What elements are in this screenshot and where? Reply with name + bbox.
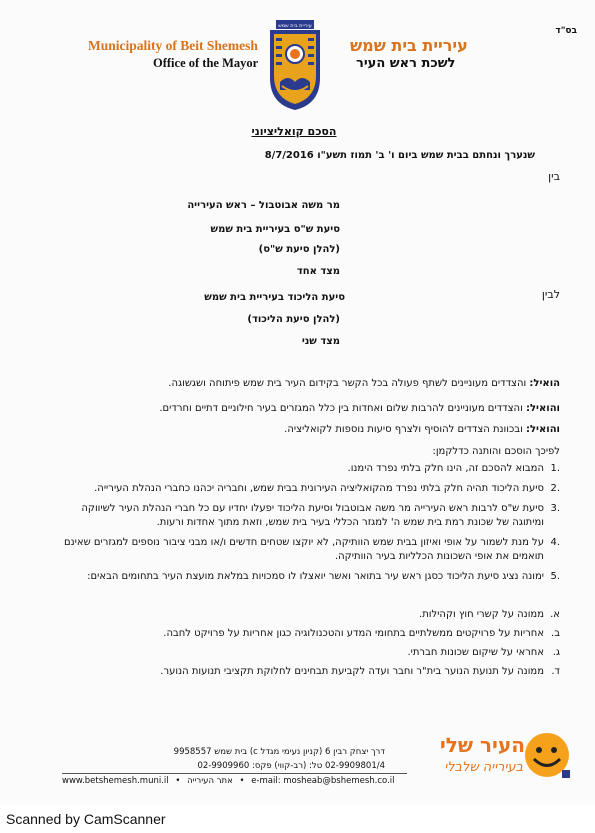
clause-text: המבוא להסכם זה, הינו חלק בלתי נפרד הימנו. bbox=[347, 463, 544, 474]
whereas-clause-3 bbox=[284, 424, 560, 435]
deputy-mayor-duties bbox=[60, 608, 560, 684]
duty-letter: ג. bbox=[552, 647, 560, 658]
signing-date-line: שנערך ונחתם בבית שמש ביום ו' ב' תמוז תשע"ו 8/7/2016 bbox=[264, 150, 535, 161]
duty-text: אחריות על פרויקטים ממשלתיים בתחומי המדע והטכנולוגיה כגון אחריות על פרויקט לחבה. bbox=[163, 628, 544, 639]
clause-number: .1 bbox=[550, 463, 560, 474]
whereas-text: ובכוונת הצדדים להוסיף ולצרף סיעות נוספות לקואליציה. bbox=[284, 424, 523, 435]
footer-phones: 02-9909801/4 טל: (רב-קווי) פקס: 02-9909960 bbox=[197, 761, 385, 771]
whereas-text: והצדדים מעוניינים להרבות שלום ואחדות בין כלל המגזרים בעיר חילוניים דתיים וחרדים. bbox=[159, 403, 523, 414]
clause-text: סיעת ש"ס לרבות ראש העירייה מר משה אבוטבול וסיעת הליכוד יפעלו יחדיו עם כל חברי הנהלת העיר לשיווקה ומיתוגה של שכונת רמת בית שמש ה' למגזר הכללי בעיר בית שמש, וזאת מתוך אחדות ורעות. bbox=[81, 503, 544, 528]
city-logo-subtitle: בעירייה שלבלי bbox=[444, 760, 523, 775]
duty-item bbox=[60, 665, 560, 678]
party-one-faction: סיעת ש"ס בעיריית בית שמש bbox=[210, 224, 340, 235]
clause-item bbox=[60, 570, 560, 584]
whereas-label: והואיל: bbox=[525, 424, 560, 435]
duty-item bbox=[60, 608, 560, 621]
clause-item bbox=[60, 462, 560, 476]
duty-letter: ב. bbox=[551, 628, 560, 639]
clause-number: .2 bbox=[550, 483, 560, 494]
whereas-clause-2 bbox=[159, 403, 560, 414]
municipality-crest-logo bbox=[266, 20, 324, 110]
party-two-side: מצד שני bbox=[301, 336, 340, 347]
whereas-label: והואיל: bbox=[525, 403, 560, 414]
clause-item bbox=[60, 536, 560, 564]
footer-address: דרך יצחק רבין 6 (קניון נעימי מגדל c) בית שמש 9958557 bbox=[173, 747, 385, 757]
clause-text: סיעת הליכוד תהיה חלק בלתי נפרד מהקואליציה העירונית בבית שמש, וחבריה יכהנו כחברי הנהלת העירייה. bbox=[94, 483, 544, 494]
clause-text: על מנת לשמור על אופי ואיזון בבית שמש הוותיקה, לא יוקצו שטחים חדשים ו/או מבני ציבור נוספים למגזרים שאינם תואמים את אופי השכונות הכלליות בעיר הוותיקה. bbox=[64, 537, 544, 562]
footer-website-link[interactable]: www.betshemesh.muni.il bbox=[62, 776, 169, 786]
city-logo-title: העיר שלי bbox=[439, 733, 525, 757]
and-between-label: לבין bbox=[541, 288, 560, 301]
duty-letter: א. bbox=[550, 609, 560, 620]
duty-letter: ד. bbox=[551, 666, 560, 677]
between-label: בין bbox=[548, 170, 560, 183]
clause-item bbox=[60, 482, 560, 496]
footer-email-link[interactable]: e-mail: mosheab@bshemesh.co.il bbox=[251, 776, 395, 786]
footer-divider bbox=[62, 773, 407, 774]
whereas-clause-1 bbox=[168, 378, 560, 389]
footer-site-label: אתר העירייה bbox=[187, 776, 233, 786]
party-two-faction: סיעת הליכוד בעיריית בית שמש bbox=[204, 292, 345, 303]
clause-item bbox=[60, 502, 560, 530]
duty-text: ממונה על תנועת הנוער בית"ר וחבר ועדה לקביעת תבחינים לחלוקת תקציבי תנועות הנוער. bbox=[160, 666, 544, 677]
crest-label: עיריית בית שמש bbox=[278, 23, 312, 29]
duty-text: אחראי על שיקום שכונות חברתי. bbox=[407, 647, 544, 658]
agreement-clauses bbox=[60, 462, 560, 590]
party-one-hereinafter: (להלן סיעת ש"ס) bbox=[258, 244, 340, 255]
scanner-watermark: Scanned by CamScanner bbox=[6, 811, 166, 827]
municipality-name-en: Municipality of Beit Shemesh bbox=[88, 38, 258, 53]
duty-text: ממונה על קשרי חוץ וקהילות. bbox=[419, 609, 544, 620]
municipality-name-he: עיריית בית שמש bbox=[350, 36, 468, 55]
office-name-he: לשכת ראש העיר bbox=[356, 56, 456, 71]
footer-web-line: www.betshemesh.muni.il • אתר העירייה • e-mail: mosheab@bshemesh.co.il bbox=[62, 776, 395, 786]
document-title: הסכם קואליציוני bbox=[251, 125, 337, 138]
agreed-intro: לפיכך הוסכם והותנה כדלקמן: bbox=[432, 446, 560, 457]
party-two-hereinafter: (להלן סיעת הליכוד) bbox=[247, 314, 340, 325]
whereas-text: והצדדים מעוניינים לשתף פעולה בכל הקשר בקידום העיר בית שמש פיתוחה ושגשוגה. bbox=[168, 378, 527, 389]
clause-text: ימונה נציג סיעת הליכוד כסגן ראש עיר בתואר ואשר יואצלו לו סמכויות במלאת מועצת העיר בתחומים הבאים: bbox=[87, 571, 544, 582]
duty-item bbox=[60, 646, 560, 659]
bsd-mark: בס"ד bbox=[555, 26, 577, 36]
whereas-label: הואיל: bbox=[529, 378, 560, 389]
smiley-logo-icon bbox=[522, 730, 572, 782]
office-name-en: Office of the Mayor bbox=[153, 56, 259, 70]
party-one-name: מר משה אבוטבול – ראש העירייה bbox=[187, 200, 340, 211]
duty-item bbox=[60, 627, 560, 640]
party-one-side: מצד אחד bbox=[296, 266, 340, 277]
clause-number: .3 bbox=[550, 503, 560, 514]
clause-number: .5 bbox=[550, 571, 560, 582]
clause-number: .4 bbox=[550, 537, 560, 548]
